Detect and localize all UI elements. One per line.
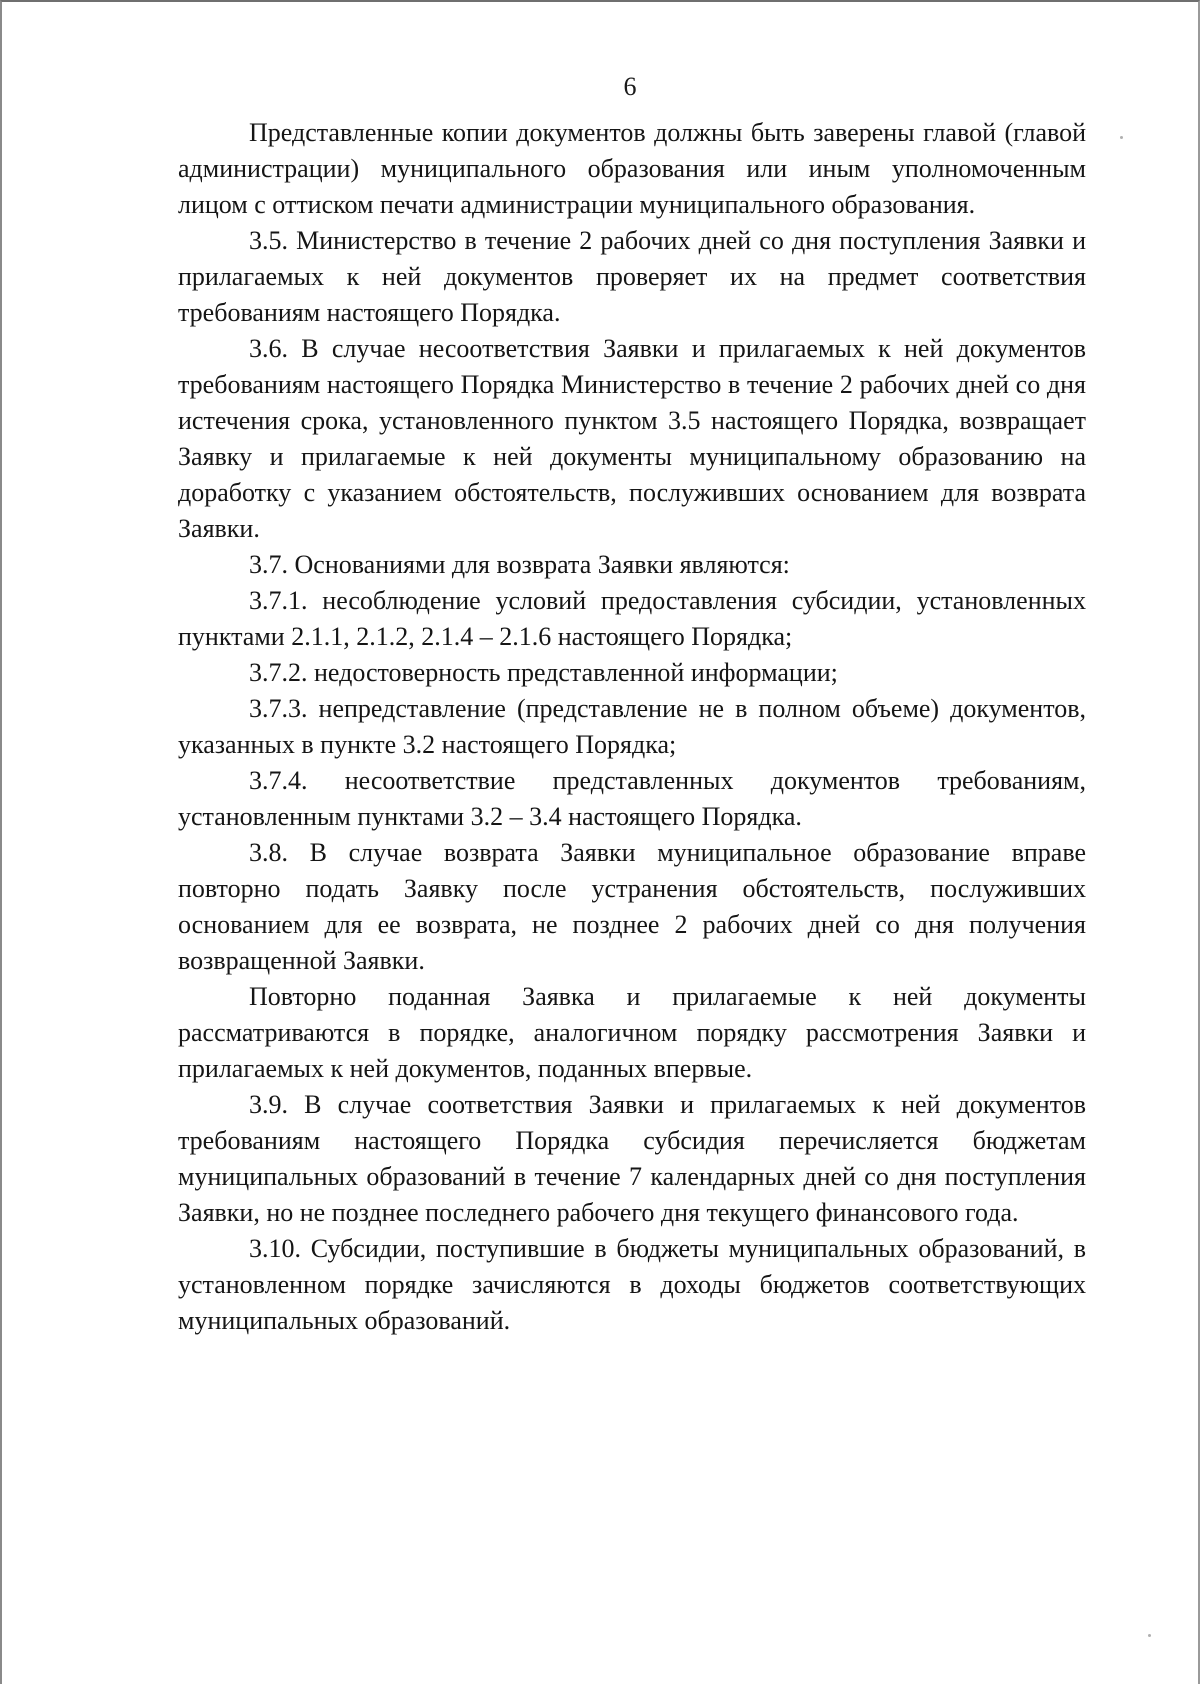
- paragraph-resubmission: Повторно поданная Заявка и прилагаемые к ней документы рассматриваются в порядке, аналогичном порядку рассмотрения Заявки и прилагаемых к ней документов, поданных впервые.: [178, 982, 1086, 1083]
- paragraph-3-7-3: 3.7.3. непредставление (представление не в полном объеме) документов, указанных в пункте 3.2 настоящего Порядка;: [178, 694, 1086, 759]
- paragraph-copies-certification: Представленные копии документов должны быть заверены главой (главой администрации) муниципального образования или иным уполномоченным лицом с оттиском печати администрации муниципального образования.: [178, 118, 1086, 219]
- page-number: 6: [623, 72, 637, 101]
- paragraph-3-5: 3.5. Министерство в течение 2 рабочих дней со дня поступления Заявки и прилагаемых к ней документов проверяет их на предмет соответствия требованиям настоящего Порядка.: [178, 226, 1086, 327]
- paragraph-3-10: 3.10. Субсидии, поступившие в бюджеты муниципальных образований, в установленном порядке зачисляются в доходы бюджетов соответствующих муниципальных образований.: [178, 1234, 1086, 1335]
- paragraph-3-9: 3.9. В случае соответствия Заявки и прилагаемых к ней документов требованиям настоящего Порядка субсидия перечисляется бюджетам муниципальных образований в течение 7 календарных дней со дня поступления Заявки, но не позднее последнего рабочего дня текущего финансового года.: [178, 1090, 1086, 1227]
- paragraph-3-7-4: 3.7.4. несоответствие представленных документов требованиям, установленным пунктами 3.2 – 3.4 настоящего Порядка.: [178, 766, 1086, 831]
- scan-speck: [1120, 136, 1123, 139]
- paragraph-3-7-1: 3.7.1. несоблюдение условий предоставления субсидии, установленных пунктами 2.1.1, 2.1.2, 2.1.4 – 2.1.6 настоящего Порядка;: [178, 586, 1086, 651]
- paragraph-3-6: 3.6. В случае несоответствия Заявки и прилагаемых к ней документов требованиям настоящего Порядка Министерство в течение 2 рабочих дней со дня истечения срока, установленного пунктом 3.5 настоящего Порядка, возвращает Заявку и прилагаемые к ней документы муниципальному образованию на доработку с указанием обстоятельств, послуживших основанием для возврата Заявки.: [178, 334, 1086, 543]
- paragraph-3-7: 3.7. Основаниями для возврата Заявки являются:: [249, 550, 790, 579]
- paragraph-3-8: 3.8. В случае возврата Заявки муниципальное образование вправе повторно подать Заявку после устранения обстоятельств, послуживших основанием для ее возврата, не позднее 2 рабочих дней со дня получения возвращенной Заявки.: [178, 838, 1086, 975]
- scan-speck: [1148, 1634, 1151, 1637]
- paragraph-3-7-2: 3.7.2. недостоверность представленной информации;: [249, 658, 838, 687]
- document-body: [178, 115, 1086, 1339]
